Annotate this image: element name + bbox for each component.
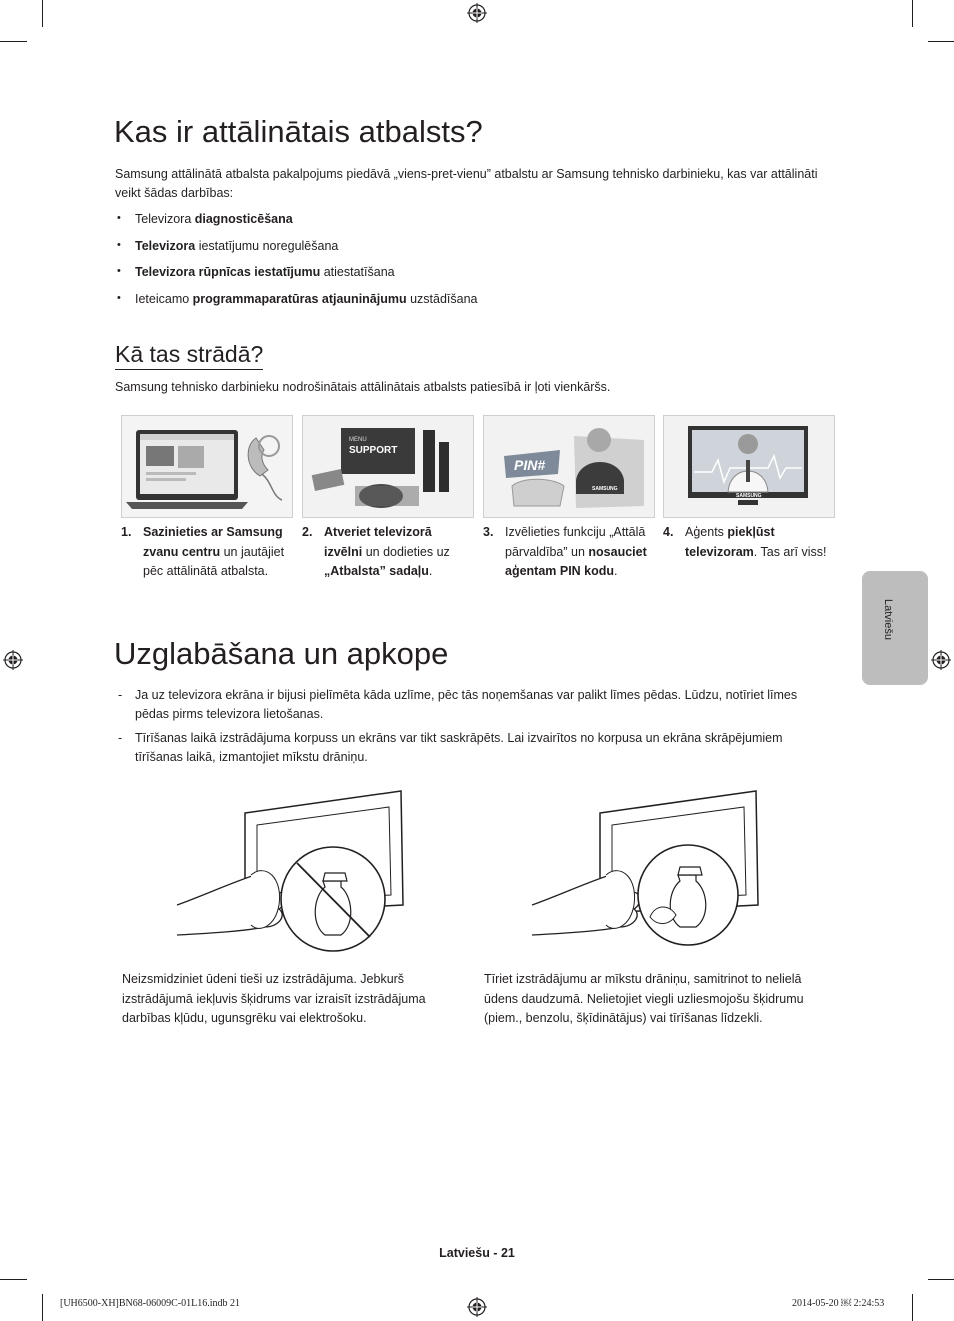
page-number: Latviešu - 21: [439, 1246, 515, 1260]
note-sticker-residue: - Ja uz televizora ekrāna ir bijusi pielīmēta kāda uzlīme, pēc tās noņemšanas var palikt līmes pēdas. Lūdzu, notīriet līmes pēdas pirms televizora lietošanas.: [118, 688, 798, 721]
svg-text:MENU: MENU: [349, 437, 367, 443]
crop-mark: [42, 0, 43, 27]
registration-mark-icon: [931, 650, 951, 670]
list-item: • Televizora rūpnīcas iestatījumu atiestatīšana: [115, 265, 478, 292]
note-scratches: - Tīrīšanas laikā izstrādājuma korpuss un ekrāns var tikt saskrāpēts. Lai izvairītos no korpusa un ekrāna skrāpējumiem tīrīšanas laikā, izmantojiet mīkstu drāniņu.: [118, 731, 783, 764]
remote-support-bullet-list: [115, 212, 478, 318]
illustration-pin-agent: [483, 415, 655, 518]
illustration-support-menu: [302, 415, 474, 518]
how-it-works-intro: Samsung tehnisko darbinieku nodrošinātais attālinātais atbalsts patiesībā ir ļoti vienkāršs.: [115, 380, 611, 394]
svg-text:SAMSUNG: SAMSUNG: [592, 486, 618, 492]
section-title-storage-maintenance: Uzglabāšana un apkope: [114, 636, 449, 671]
list-item: • Televizora iestatījumu noregulēšana: [115, 239, 478, 266]
crop-mark: [928, 1279, 954, 1280]
section-title-how-it-works: Kā tas strādā?: [115, 341, 263, 370]
illustration-laptop-phone: [121, 415, 293, 518]
svg-text:PIN#: PIN#: [514, 457, 546, 473]
caption-no-spray: Neizsmidziniet ūdeni tieši uz izstrādājuma. Jebkurš izstrādājumā iekļuvis šķidrums var izraisīt izstrādājuma darbības kļūdu, ugunsgrēku vai elektrošoku.: [122, 972, 426, 1025]
registration-mark-icon: [467, 1297, 487, 1317]
crop-mark: [912, 1294, 913, 1321]
crop-mark: [42, 1294, 43, 1321]
caption-soft-cloth: Tīriet izstrādājumu ar mīkstu drāniņu, samitrinot to nelielā ūdens daudzumā. Nelietojiet viegli uzliesmojošu šķidrumu (piem., benzolu, šķīdinātājus) vai tīrīšanas līdzekli.: [484, 972, 804, 1025]
language-tab-label: Latviešu: [882, 599, 894, 640]
print-slug-left: [UH6500-XH]BN68-06009C-01L16.indb 21: [60, 1298, 240, 1309]
print-slug-right: 2014-05-20 ￼ 2:24:53: [792, 1298, 885, 1309]
illustration-agent-tv: [663, 415, 835, 518]
crop-mark: [928, 41, 954, 42]
registration-mark-icon: [467, 3, 487, 23]
language-side-tab: [862, 571, 928, 685]
list-item: • Televizora diagnosticēšana: [115, 212, 478, 239]
crop-mark: [912, 0, 913, 27]
section-title-remote-support: Kas ir attālinātais atbalsts?: [114, 114, 483, 149]
crop-mark: [0, 41, 27, 42]
svg-text:SAMSUNG: SAMSUNG: [736, 493, 762, 499]
crop-mark: [0, 1279, 27, 1280]
svg-text:SUPPORT: SUPPORT: [349, 445, 398, 456]
registration-mark-icon: [3, 650, 23, 670]
list-item: • Ieteicamo programmaparatūras atjauninājumu uzstādīšana: [115, 292, 478, 319]
illustration-soft-cloth: [530, 785, 765, 955]
illustration-no-spray: [175, 785, 410, 955]
remote-support-intro: Samsung attālinātā atbalsta pakalpojums piedāvā „viens-pret-vienu” atbalstu ar Samsung tehnisko darbinieku, kas var attālināti veikt šādas darbības:: [115, 167, 818, 200]
